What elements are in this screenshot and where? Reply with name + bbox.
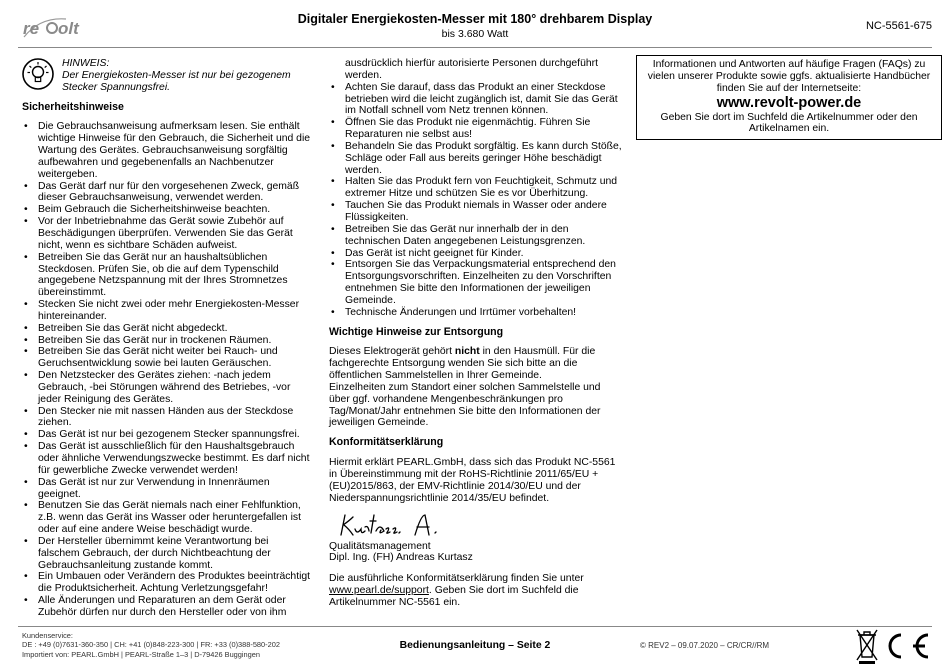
conformity-details-a: Die ausführliche Konformitätserklärung finden Sie unter (329, 573, 584, 585)
list-item: • Benutzen Sie das Gerät niemals nach einer Fehlfunktion, z.B. wenn das Gerät ins Wasser oder heruntergefallen ist oder auf eine andere Weise beschädigt wurde. (22, 500, 312, 536)
hint-text (62, 58, 312, 94)
list-item: • Den Netzstecker des Gerätes ziehen: -nach jedem Gebrauch, -bei Störungen während des Betriebes, -vor jeder Reinigung des Gerätes. (22, 370, 312, 406)
revision: © REV2 – 09.07.2020 – CR/CR//RM (640, 641, 770, 650)
product-code: NC-5561-675 (865, 20, 932, 32)
info-box (636, 55, 942, 140)
customer-service (22, 631, 280, 659)
list-item: • Der Hersteller übernimmt keine Verantwortung bei falschem Gebrauch, der durch Nichtbeachtung der Gebrauchsanleitung zustande kommt. (22, 536, 312, 572)
certification-marks (855, 627, 935, 665)
svg-text:olt: olt (58, 19, 79, 38)
list-item: • Das Gerät ist nicht geeignet für Kinder. (329, 248, 622, 260)
disposal-text-a: Dieses Elektrogerät gehört (329, 346, 455, 358)
hint-block (22, 58, 312, 94)
info-box-text-2: Geben Sie dort im Suchfeld die Artikelnummer oder den Artikelnamen ein. (660, 111, 918, 135)
conformity-details (329, 573, 622, 609)
disposal-text-emphasis: nicht (454, 346, 480, 358)
document-title: Digitaler Energiekosten-Messer mit 180° drehbarem Display (297, 12, 653, 26)
list-item: • Das Gerät ist ausschließlich für den Haushaltsgebrauch oder ähnliche Verwendungszwecke bestimmt. Es darf nicht für gewerbliche Zwecke verwendet werden! (22, 441, 312, 477)
service-label: Kundenservice: (22, 631, 73, 640)
list-item: • Betreiben Sie das Gerät nicht weiter bei Rauch- und Geruchsentwicklung sowie bei lauten Geräuschen. (22, 346, 312, 370)
header-divider (18, 47, 932, 48)
safety-list (22, 121, 312, 618)
website-link[interactable]: www.revolt-power.de (716, 94, 862, 111)
importer: Importiert von: PEARL.GmbH | PEARL-Straße 1–3 | D-79426 Buggingen (22, 649, 260, 659)
list-item: • Halten Sie das Produkt fern von Feuchtigkeit, Schmutz und extremer Hitze und schützen Sie es vor Überhitzung. (329, 176, 622, 200)
safety-list-continued (329, 82, 622, 319)
list-item: • Betreiben Sie das Gerät nur innerhalb der in den technischen Daten angegebenen Leistungsgrenzen. (329, 224, 622, 248)
list-item: • Das Gerät ist nur bei gezogenem Stecker spannungsfrei. (22, 429, 312, 441)
list-item: • Alle Änderungen und Reparaturen an dem Gerät oder Zubehör dürfen nur durch den Hersteller oder von ihm (22, 595, 312, 619)
list-item: • Entsorgen Sie das Verpackungsmaterial entsprechend den Entsorgungsvorschriften. Einzelheiten zu den Vorschriften entnehmen Sie bitte den Informationen der jeweiligen Gemeinde. (329, 259, 622, 306)
weee-bin-icon (857, 630, 877, 664)
support-link[interactable]: www.pearl.de/support (329, 585, 429, 597)
disposal-text-2: Einzelheiten zum Standort einer solchen Sammelstelle und über ggf. vorhandene Mengenbeschränkungen pro Tag/Monat/Jahr entnehmen Sie bitte den Informationen der jeweiligen Gemeinde. (329, 381, 601, 429)
svg-text:re: re (23, 19, 40, 38)
disposal-text-b: in den Hausmüll. Für die fachgerechte Entsorgung wenden Sie sich bitte an die öffentlichen Sammelstellen in Ihrer Gemeinde. (329, 346, 596, 382)
list-item: • Technische Änderungen und Irrtümer vorbehalten! (329, 307, 622, 319)
service-phones: DE : +49 (0)7631-360-350 | CH: +41 (0)848-223-300 | FR: +33 (0)388-580-202 (22, 640, 280, 650)
hint-body: Der Energiekosten-Messer ist nur bei gezogenem Stecker Spannungsfrei. (62, 69, 291, 93)
revolt-logo (20, 13, 110, 43)
list-item: • Betreiben Sie das Gerät nur an haushaltsüblichen Steckdosen. Prüfen Sie, ob die auf dem Typenschild angegebene Netzspannung mit der Ihres Stromnetzes übereinstimmt. (22, 252, 312, 299)
lightbulb-icon (22, 58, 54, 90)
disposal-heading: Wichtige Hinweise zur Entsorgung (329, 325, 504, 338)
list-item: • Das Gerät darf nur für den vorgesehenen Zweck, gemäß dieser Gebrauchsanweisung, verwendet werden. (22, 181, 312, 205)
conformity-text: Hiermit erklärt PEARL.GmbH, dass sich das Produkt NC-5561 in Übereinstimmung mit der RoHS-Richtlinie 2011/65/EU + (EU)2015/863, der EMV-Richtlinie 2014/30/EU und der Niederspannungsrichtlinie 2014/35/EU befindet. (329, 457, 616, 504)
list-item: • Betreiben Sie das Gerät nicht abgedeckt. (22, 323, 312, 335)
list-item: • Ein Umbauen oder Verändern des Produktes beeinträchtigt die Produktsicherheit. Achtung Verletzungsgefahr! (22, 571, 312, 595)
footer-divider (18, 626, 932, 627)
conformity-name: Dipl. Ing. (FH) Andreas Kurtasz (329, 552, 473, 564)
hint-label: HINWEIS: (62, 58, 110, 69)
list-item: • Tauchen Sie das Produkt niemals in Wasser oder andere Flüssigkeiten. (329, 200, 622, 224)
list-item: • Beim Gebrauch die Sicherheitshinweise beachten. (22, 204, 312, 216)
list-item: • Das Gerät ist nur zur Verwendung in Innenräumen geeignet. (22, 477, 312, 501)
list-item: • Die Gebrauchsanweisung aufmerksam lesen. Sie enthält wichtige Hinweise für den Gebrauch, die Sicherheit und die Wartung des Gerätes. Gebrauchsanweisung sorgfältig aufbewahren und gegebenenfalls an Nachbenutzer weitergeben. (22, 121, 312, 180)
conformity-heading: Konformitätserklärung (329, 436, 444, 449)
list-item: • Behandeln Sie das Produkt sorgfältig. Es kann durch Stöße, Schläge oder Fall aus bereits geringer Höhe beschädigt werden. (329, 141, 622, 177)
signature (335, 511, 455, 539)
document-subtitle: bis 3.680 Watt (441, 28, 509, 40)
disposal-text (329, 346, 622, 382)
page-label: Bedienungsanleitung – Seite 2 (399, 640, 551, 651)
list-item: • Den Stecker nie mit nassen Händen aus der Steckdose ziehen. (22, 406, 312, 430)
ce-mark-icon (890, 635, 928, 657)
conformity-details-b: . Geben Sie dort im Suchfeld die Artikelnummer NC-5561 ein. (329, 585, 579, 608)
safety-continuation: ausdrücklich hierfür autorisierte Personen durchgeführt werden. (345, 58, 598, 81)
list-item: • Vor der Inbetriebnahme das Gerät sowie Zubehör auf Beschädigungen überprüfen. Verwenden Sie das Gerät nicht, wenn es sichtbare Schäden aufweist. (22, 216, 312, 252)
list-item: • Betreiben Sie das Gerät nur in trockenen Räumen. (22, 335, 312, 347)
conformity-department: Qualitätsmanagement (329, 540, 431, 552)
middle-column (329, 58, 622, 609)
left-column (22, 58, 312, 619)
list-item: • Stecken Sie nicht zwei oder mehr Energiekosten-Messer hintereinander. (22, 299, 312, 323)
list-item: • Öffnen Sie das Produkt nie eigenmächtig. Führen Sie Reparaturen nie selbst aus! (329, 117, 622, 141)
list-item: • Achten Sie darauf, dass das Produkt an einer Steckdose betrieben wird die leicht zugänglich ist, damit Sie das Gerät im Notfall schnell vom Netz trennen können. (329, 82, 622, 118)
safety-heading: Sicherheitshinweise (22, 100, 124, 113)
info-box-text: Informationen und Antworten auf häufige Fragen (FAQs) zu vielen unserer Produkte sowie ggfs. aktualisierte Handbücher finden Sie auf der Internetseite: (647, 59, 931, 94)
